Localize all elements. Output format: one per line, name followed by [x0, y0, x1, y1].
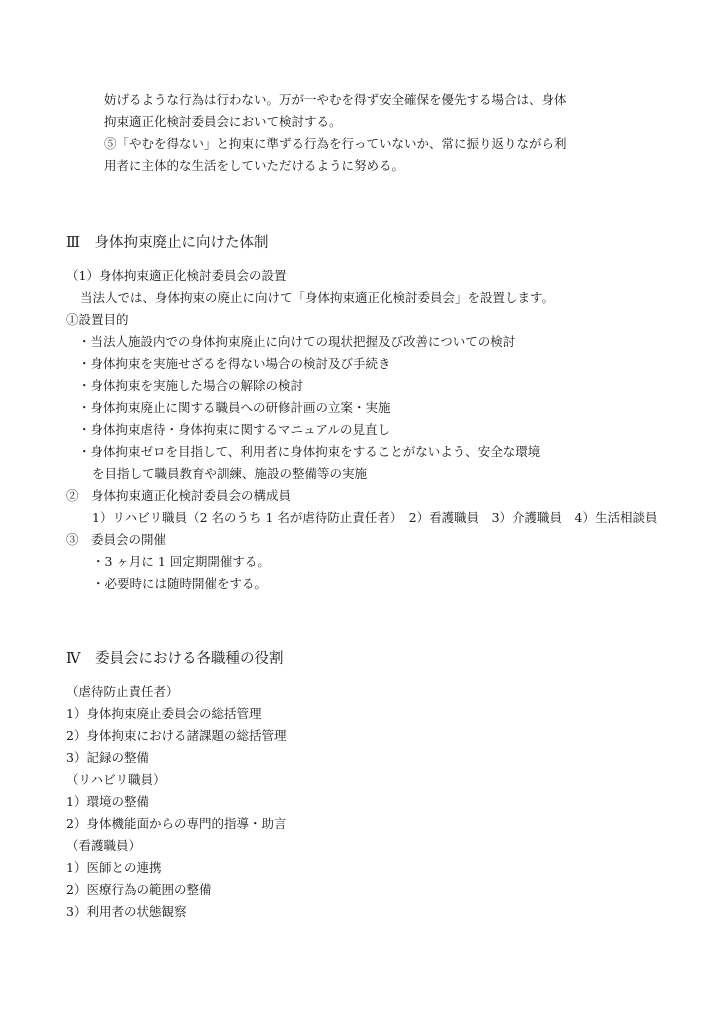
role-group-label: （リハビリ職員） [66, 772, 166, 787]
role-group-label: （虐待防止責任者） [66, 684, 179, 699]
meeting-item: ・必要時には随時開催をする。 [92, 576, 268, 591]
intro-line-1: 妨げるような行為は行わない。万が一やむを得ず安全確保を優先する場合は、身体 [104, 92, 567, 107]
role-item: 1）医師との連携 [66, 860, 162, 875]
purpose-item: ・身体拘束廃止に関する職員への研修計画の立案・実施 [78, 400, 391, 415]
purpose-item-continuation: を目指して職員教育や訓練、施設の整備等の実施 [92, 466, 368, 481]
role-item: 3）利用者の状態観察 [66, 904, 187, 919]
intro-line-2: 拘束適正化検討委員会において検討する。 [104, 114, 342, 129]
intro-line-4: 用者に主体的な生活をしていただけるように努める。 [104, 158, 405, 173]
purpose-item: ・身体拘束を実施した場合の解除の検討 [78, 378, 304, 393]
intro-line-3: ⑤「やむを得ない」と拘束に準ずる行為を行っていないか、常に振り返りながら利 [104, 136, 567, 151]
meeting-item: ・3 ヶ月に 1 回定期開催する。 [92, 554, 270, 569]
role-item: 3）記録の整備 [66, 750, 149, 765]
role-item: 1）環境の整備 [66, 794, 149, 809]
role-group-label: （看護職員） [66, 838, 142, 853]
role-item: 2）身体拘束における諸課題の総括管理 [66, 728, 287, 743]
purpose-item: ・身体拘束ゼロを目指して、利用者に身体拘束をすることがないよう、安全な環境 [78, 444, 541, 459]
role-item: 1）身体拘束廃止委員会の総括管理 [66, 706, 262, 721]
section-3-heading: Ⅲ 身体拘束廃止に向けた体制 [66, 235, 269, 251]
purpose-title: ①設置目的 [66, 312, 129, 327]
meeting-title: ③ 委員会の開催 [66, 532, 167, 547]
purpose-item: ・当法人施設内での身体拘束廃止に向けての現状把握及び改善についての検討 [78, 334, 516, 349]
members-title: ② 身体拘束適正化検討委員会の構成員 [66, 488, 292, 503]
purpose-item: ・身体拘束を実施せざるを得ない場合の検討及び手続き [78, 356, 391, 371]
purpose-item: ・身体拘束虐待・身体拘束に関するマニュアルの見直し [78, 422, 391, 437]
section-3-subheading: （1）身体拘束適正化検討委員会の設置 [66, 268, 287, 283]
section-4-heading: Ⅳ 委員会における各職種の役割 [66, 651, 284, 667]
members-list: 1）リハビリ職員（2 名のうち 1 名が虐待防止責任者） 2）看護職員 3）介護職員 4）生活相談員 [92, 510, 658, 525]
role-item: 2）医療行為の範囲の整備 [66, 882, 212, 897]
role-item: 2）身体機能面からの専門的指導・助言 [66, 816, 287, 831]
section-3-intro-text: 当法人では、身体拘束の廃止に向けて「身体拘束適正化検討委員会」を設置します。 [80, 290, 555, 305]
